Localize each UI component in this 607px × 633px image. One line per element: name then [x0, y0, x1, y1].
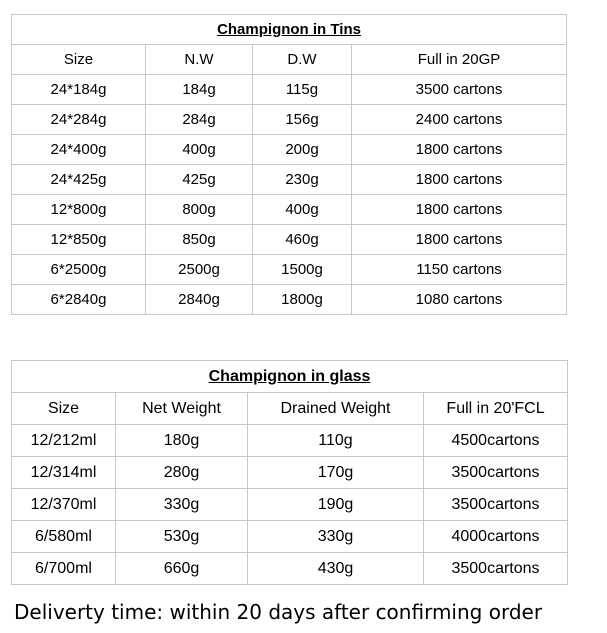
tins-cell-net-weight: 184g — [146, 75, 253, 105]
table-row — [12, 105, 567, 135]
tins-cell-size: 12*850g — [12, 225, 146, 255]
table-row — [12, 521, 568, 553]
glass-header-full-load: Full in 20'FCL — [424, 393, 568, 425]
table-row — [12, 225, 567, 255]
table-row — [12, 489, 568, 521]
glass-cell-net-weight: 660g — [116, 553, 248, 585]
tins-cell-net-weight: 425g — [146, 165, 253, 195]
glass-table-title: Champignon in glass — [12, 361, 568, 393]
tins-header-full-load: Full in 20GP — [352, 45, 567, 75]
tins-cell-full-load: 1800 cartons — [352, 165, 567, 195]
table-row — [12, 553, 568, 585]
tins-cell-full-load: 1800 cartons — [352, 195, 567, 225]
tins-cell-size: 24*425g — [12, 165, 146, 195]
glass-cell-net-weight: 180g — [116, 425, 248, 457]
glass-header-drained-weight: Drained Weight — [248, 393, 424, 425]
tins-cell-net-weight: 400g — [146, 135, 253, 165]
glass-cell-size: 12/212ml — [12, 425, 116, 457]
tins-cell-size: 12*800g — [12, 195, 146, 225]
tins-cell-drained-weight: 400g — [253, 195, 352, 225]
tins-header-net-weight: N.W — [146, 45, 253, 75]
tins-header-size: Size — [12, 45, 146, 75]
tins-header-drained-weight: D.W — [253, 45, 352, 75]
tins-cell-net-weight: 2840g — [146, 285, 253, 315]
glass-header-size: Size — [12, 393, 116, 425]
tins-cell-size: 24*284g — [12, 105, 146, 135]
tins-cell-size: 6*2500g — [12, 255, 146, 285]
tins-cell-drained-weight: 1500g — [253, 255, 352, 285]
glass-cell-drained-weight: 190g — [248, 489, 424, 521]
tins-cell-net-weight: 2500g — [146, 255, 253, 285]
glass-cell-full-load: 3500cartons — [424, 489, 568, 521]
tins-cell-size: 6*2840g — [12, 285, 146, 315]
tins-cell-net-weight: 850g — [146, 225, 253, 255]
glass-cell-full-load: 3500cartons — [424, 457, 568, 489]
glass-cell-drained-weight: 330g — [248, 521, 424, 553]
glass-cell-size: 12/314ml — [12, 457, 116, 489]
table-row — [12, 135, 567, 165]
tins-table-title: Champignon in Tins — [12, 15, 567, 45]
glass-header-net-weight: Net Weight — [116, 393, 248, 425]
tins-cell-size: 24*400g — [12, 135, 146, 165]
glass-table — [11, 360, 568, 585]
table-row — [12, 425, 568, 457]
table-row — [12, 75, 567, 105]
table-row — [12, 195, 567, 225]
glass-cell-size: 6/700ml — [12, 553, 116, 585]
glass-cell-size: 6/580ml — [12, 521, 116, 553]
glass-header-row — [12, 393, 568, 425]
tins-table — [11, 14, 567, 315]
table-row — [12, 165, 567, 195]
tins-cell-full-load: 1150 cartons — [352, 255, 567, 285]
glass-cell-drained-weight: 170g — [248, 457, 424, 489]
tins-cell-net-weight: 800g — [146, 195, 253, 225]
table-row — [12, 285, 567, 315]
tins-cell-drained-weight: 1800g — [253, 285, 352, 315]
delivery-note: Deliverty time: within 20 days after confirming order — [14, 600, 543, 624]
glass-cell-drained-weight: 110g — [248, 425, 424, 457]
tins-cell-drained-weight: 230g — [253, 165, 352, 195]
table-row — [12, 255, 567, 285]
tins-cell-full-load: 3500 cartons — [352, 75, 567, 105]
glass-cell-net-weight: 530g — [116, 521, 248, 553]
glass-cell-full-load: 3500cartons — [424, 553, 568, 585]
tins-cell-full-load: 1800 cartons — [352, 135, 567, 165]
tins-cell-full-load: 1800 cartons — [352, 225, 567, 255]
glass-cell-size: 12/370ml — [12, 489, 116, 521]
glass-cell-net-weight: 330g — [116, 489, 248, 521]
glass-cell-net-weight: 280g — [116, 457, 248, 489]
table-row — [12, 457, 568, 489]
tins-cell-drained-weight: 460g — [253, 225, 352, 255]
tins-header-row — [12, 45, 567, 75]
glass-cell-drained-weight: 430g — [248, 553, 424, 585]
glass-cell-full-load: 4500cartons — [424, 425, 568, 457]
glass-cell-full-load: 4000cartons — [424, 521, 568, 553]
tins-cell-net-weight: 284g — [146, 105, 253, 135]
tins-cell-size: 24*184g — [12, 75, 146, 105]
tins-cell-drained-weight: 115g — [253, 75, 352, 105]
tins-cell-drained-weight: 156g — [253, 105, 352, 135]
tins-cell-drained-weight: 200g — [253, 135, 352, 165]
tins-cell-full-load: 2400 cartons — [352, 105, 567, 135]
tins-cell-full-load: 1080 cartons — [352, 285, 567, 315]
